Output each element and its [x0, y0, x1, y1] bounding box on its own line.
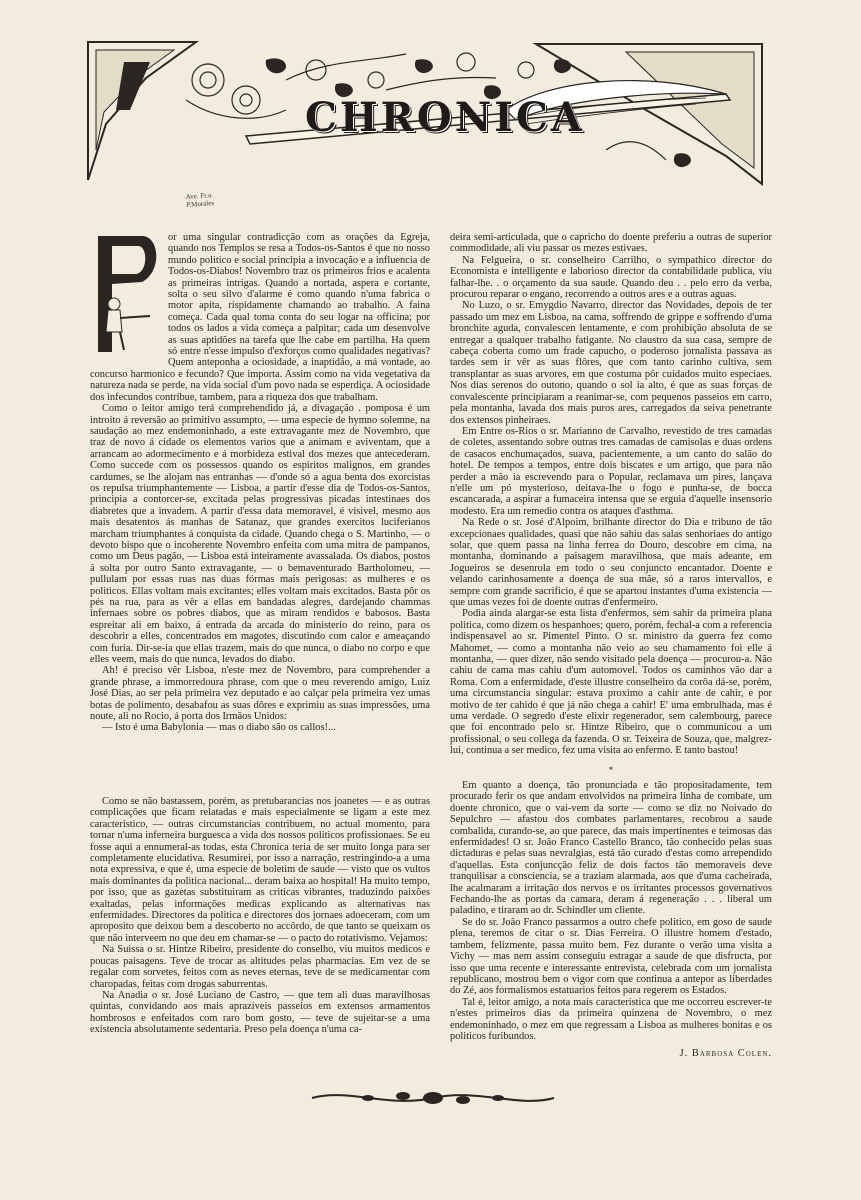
- article-paragraph: Na Rede o sr. José d'Alpoim, brilhante director do Dia e tribuno de tão excepcionaes qualidades, quasi que não sahiu das salas senhoriaes do antigo solar, que quem passa na linha ferrea do Douro, descobre em cima, na montanha, dominando a paisagem maravilhosa, que mais adeante, em Jogueiros se desenrola em todo o seu conjuncto encantador. Doente e velando carinhosamente a doença de sua mãe, só a raros intervallos, e sempre com grande sacrificio, é que se apartou instantes d'uma existencia — que umas vezes foi de doente outras d'enfermeiro.: [450, 517, 772, 608]
- article-column-3: [90, 796, 430, 1036]
- article-paragraph: Tal é, leitor amigo, a nota mais caracteristica que me occorreu escrever-te n'estes primeiros dias da primeira quinzena de Novembro, o mez endemoninhado, o mez em que regressam a Lisboa as mulheres bonitas e os politicos furibundos.: [450, 996, 772, 1042]
- article-column-2: [450, 232, 772, 782]
- article-paragraph: Se do sr. João Franco passarmos a outro chefe politico, em goso de saude plena, teremos de citar o sr. Dias Ferreira. O illustre homem d'estado, tambem, felizmente, passa muito bem. Fez durante o verão uma visita a Vichy — mas nem assim conseguiu estragar a saude de que disfructa, por isso que uma recente e interessante entrevista, celebrada com um jornalista republicano, mostrou bem o vigor com que continua a antepor as liberdades do Zé, aos formalismos estatuarios feitos para regerem os Estados.: [450, 916, 772, 997]
- article-paragraph: deira semi-articulada, que o capricho do doente preferiu a outras de superior commodidade, ali viu passar os mezes estivaes.: [450, 232, 772, 255]
- article-quote: — Isto é uma Babylonia — mas o diabo são os callos!...: [102, 722, 336, 734]
- article-paragraph: Podia ainda alargar-se esta lista d'enfermos, sem sahir da primeira plana politica, como dizem os hespanhoes; quero, porém, fechal-a com a referencia indispensavel ao sr. Pimentel Pinto. O sr. ministro da guerra fez como Mahomet, — como a montanha não veio ao seu chamamento foi elle á montanha, — quer dizer, não sendo visitado pela doença — procurou-a. Não cahiu de cama mas cahiu d'um automovel. Todos os caminhos vão dar a Roma. Com a enfermidade, d'este illustre conselheiro da corôa dá-se, porém, uma circumstancia singular: estava proximo a cahir ante de cahir, e por motivo de ter cahido é que já não chega a cahir! E' uma embrulhada, mas é uma verdade. O segredo d'este elixir regenerador, sem calembourg, parece que foi encontrado pelo sr. Hintze Ribeiro, que o communicou a um profissional, o seu collega da fazenda. O sr. Teixeira de Souza, que, malgrez-lui, continua a ser medico, fez uma visita ao enfermo. E tanto bastou!: [450, 608, 772, 757]
- article-paragraph: Na Felgueira, o sr. conselheiro Carrilho, o sympathico director do Economista e intelligente e laborioso director da contabilidade publica, viu falhar-lhe. . o orçamento da sua saude. Quando deu . . pelo erro da verba, procurou reparar o engano, recorrendo a outros ares e a outras aguas.: [450, 254, 772, 301]
- devil-figure-icon: [90, 232, 162, 360]
- article-paragraph: Como se não bastassem, porém, as pretubarancias nos joanetes — e as outras complicações que ficam relatadas e mais especialmente se ligam a este mez caracteristico, — outras circumstancias contribuem, no actual momento, para tornar n'uma inferneira burguesca a vida dos nossos politicos profissionaes. Se eu fosse aqui a ennumeral-as todas, esta Chronica teria de ser muito longa para ser completamente elucidativa. Resumirei, por isso a narração, restringindo-a a uma nota expressiva, e que é, uma especie de boletim de saude — visto que os vultos mais dominantes da politica nacional... deram baixa ao hospital! Ha muito tempo, por isso, que as gazetas substituiram as criticas vibrantes, traduzindo paixões exaltadas, pelas informações medicas explicando as alternativas nas enfermidades. Directores da politica e directores dos jornaes adoeceram, com um aproposito que deixou bem a descoberto no accôrdo, de que tanto se queixam os que não interveem no que deu em chamar-se — o pacto do rotativismo. Vejamos:: [90, 796, 430, 944]
- section-separator: *: [608, 764, 614, 775]
- article-paragraph: Em quanto a doença, tão pronunciada e tão propositadamente, tem procurado ferir os que andam envolvidos na primeira linha de combate, um doente chronico, que o vai-vem da sorte — como se diz no Noivado do Sepulchro — afastou dos combates parlamentares, recobrou a saude combalida, curando-se, ao que parece, das mais impertinentes e teimosas das enfermidades! O sr. João Franco Castello Branco, tão conhecido pelas suas dictaduras e pelas suas nevralgias, está tão curado d'estas como arrependido d'aquellas. Esta conjuncção feliz de dois factos tão memoraveis deve tranquilisar a consciencia, se a traziam alarmada, aos que d'uma cacheirada, lhe acalmaram a irritação dos nervos e os irritantes processos governativos Fechando-lhe as portas da camara, deram á regeneração . . . liberal um paladino, e tiraram ao dr. Schindler um cliente.: [450, 780, 772, 917]
- article-paragraph: or uma singular contradicção com as orações da Egreja, quando nos Templos se resa a Todos-os-Santos é que no nosso mundo politico e social principia a invocação e a influencia de Todos-os-Diabos! Novembro traz os primeiros frios e acalenta as primeiras intrigas. Quando a nortada, aspera e cortante, solta o seu silvo d'alarme é como quando n'uma fabrica o motor apita, rispidamente chamando ao trabalho. A faina começa. Cada qual toma conta do seu logar na officina; por todos os lados a vida começa a palpitar; cada um desenvolve as suas aptidões na tarefa que lhe cabe em partilha. Ha quem só entre n'esse impulso d'exforços como qualidades negativas? Quem anteponha a ociosidade, a inaptidão, a má vontade, ao concurso harmonico e fecundo? Que importa. Assim como na vida vegetativa da natureza nada se perde, na vida social d'um povo nada se esperdiça. A ociosidade dos infecundos contribue, tambem, para a riqueza dos que trabalham.: [90, 232, 430, 403]
- footer-ornament: [308, 1086, 558, 1110]
- article-paragraph: Em Entre os-Rios o sr. Marianno de Carvalho, revestido de tres camadas de coletes, assentando sobre outras tres camadas de camisolas e duas ordens de casacos enchumaçados, suava, pacientemente, a um canto do salão do hotel. De tempos a tempos, entre dois biscates e um artigo, que para não perder a mão ia escrevendo para o Popular, reclamava um pires, lançava n'elle um pó mysterioso, deitava-lhe o fogo e punha-se, de bocca escancarada, a aspirar a fumaceira intensa que se erguia d'aquelle insensorio modesto. Era um remedio contra os ataques d'asthma.: [450, 425, 772, 517]
- article-paragraph: No Luzo, o sr. Emygdio Navarro, director das Novidades, depois de ter passado um mez em Lisboa, na cama, soffrendo de grippe e soffrendo d'uma bronchite aguda, convalescen lentamente, e com prohibição absoluta de se entregar a qualquer trabalho fatigante. No claustro da sua casa, sempre de cabeça coberta como um frade capucho, o poderoso jornalista passava as tardes sem ir vêr as suas flôres, que com tanto carinho cultiva, sem transplantar as suas arvores, em que costuma pôr cuidados muito especiaes. Nos dias serenos do outono, quando o sol ia alto, é que as suas forças de convalescente principiaram a reanimar-se, com pequenos passeios em carro, pela montanha, lavada dos mais puros ares, carregados da seiva penetrante dos extensos pinheiraes.: [450, 300, 772, 426]
- dropcap-illustration: [90, 232, 162, 360]
- article-column-4: [450, 780, 772, 1060]
- article-column-1: [90, 232, 430, 734]
- author-signature: J. Barbosa Colen.: [679, 1048, 772, 1060]
- floral-ornament-icon: [308, 1086, 558, 1110]
- article-paragraph: Na Suissa o sr. Hintze Ribeiro, presidente do conselho, viu muitos medicos e poucas paisagens. Teve de trocar as altitudes pelas pharmacias. Em vez de se regalar com sorvetes, feitos com as neves eternas, teve de se medicamentar com charopadas, feitas com drogas saburrentas.: [90, 944, 430, 990]
- page-title: CHRONICA: [305, 94, 585, 141]
- article-paragraph: Ah! é preciso vêr Lisboa, n'este mez de Novembro, para comprehender a grande phrase, a immorredoura phrase, com que o meu reverendo amigo, Luiz José Dias, ao ser pela primeira vez deputado e ao calçar pela primeira vez umas botas de polimento, desabafou as suas dôres e exprimiu as suas impressões, uma noute, ali no Rocio, á porta dos Irmãos Unidos:: [90, 665, 430, 723]
- article-paragraph: Na Anadia o sr. José Luciano de Castro, — que tem ali duas maravilhosas quintas, convidando aos mais apraziveis passeios em extensos armamentos hombrosos e enfeitados com raro bom gosto, — teve de sujeitar-se a uma existencia absolutamente sedentaria. Preso pela doença n'uma ca-: [90, 989, 430, 1036]
- article-paragraph: Como o leitor amigo terá comprehendido já, a divagação . pomposa é um introito á reversão ao primitivo assumpto, — uma especie de hymno solemne, na saudação ao mez endemoninhado, a este extravagante mez de Novembro, que traz de novo á cidade os elementos varios que a animam e aviventam, que a arrancam ao adormecimento e á morbideza estival dos mezes que antecederam. Como succede com os possessos quando os espiritos malignos, em grandes cardumes, se lhe alojam nas entranhas — d'onde só a agua benta dos exorcistas os repulsa triumphantemente — Lisboa, a partir d'esse dia de Todos-os-Santos, principia a contorcer-se, excitada pelas progressivas picadas intestinaes dos diabretes que a invadem. A partir d'essa data memoravel, é visivel, mesmo aos mais desatentos ás manhas de Satanaz, que grandes exercitos luciferianos marcham triumphantes á conquista da cidade. Quando chega o S. Martinho, — o devoto bispo que o incoherente Novembro enfeita com uma mitra de pampanos, como um Deus pagão, — Lisboa está inteiramente avassalada. Os diabos, postos á solta por outro Santo extravagante, — o bemaventurado Bartholomeu, — pullulam por essas ruas nas duas fórmas mais perigosas: as mulheres e os politicos. Ellas voltam mais excitantes; elles voltam mais excitados. Basta pôr os pés na rua, para as vêr a ellas em bandadas alegres, dardejando chammas infernaes sobre os pobres diabos, que as miram rendidos e babosos. Basta espreitar ali em baixo, á entrada da arcada do ministerio do reino, para os descobrir a elles, concentrados em magotes, discutindo com calor e ameaçando com furia. Dir-se-ia que ellas trazem, mais do que nunca, o diabo no corpo e que elles veem, mais do que nunca, levados do diabo.: [90, 403, 430, 666]
- artist-signature: Ave. Fr.a. P.Morales: [185, 191, 215, 209]
